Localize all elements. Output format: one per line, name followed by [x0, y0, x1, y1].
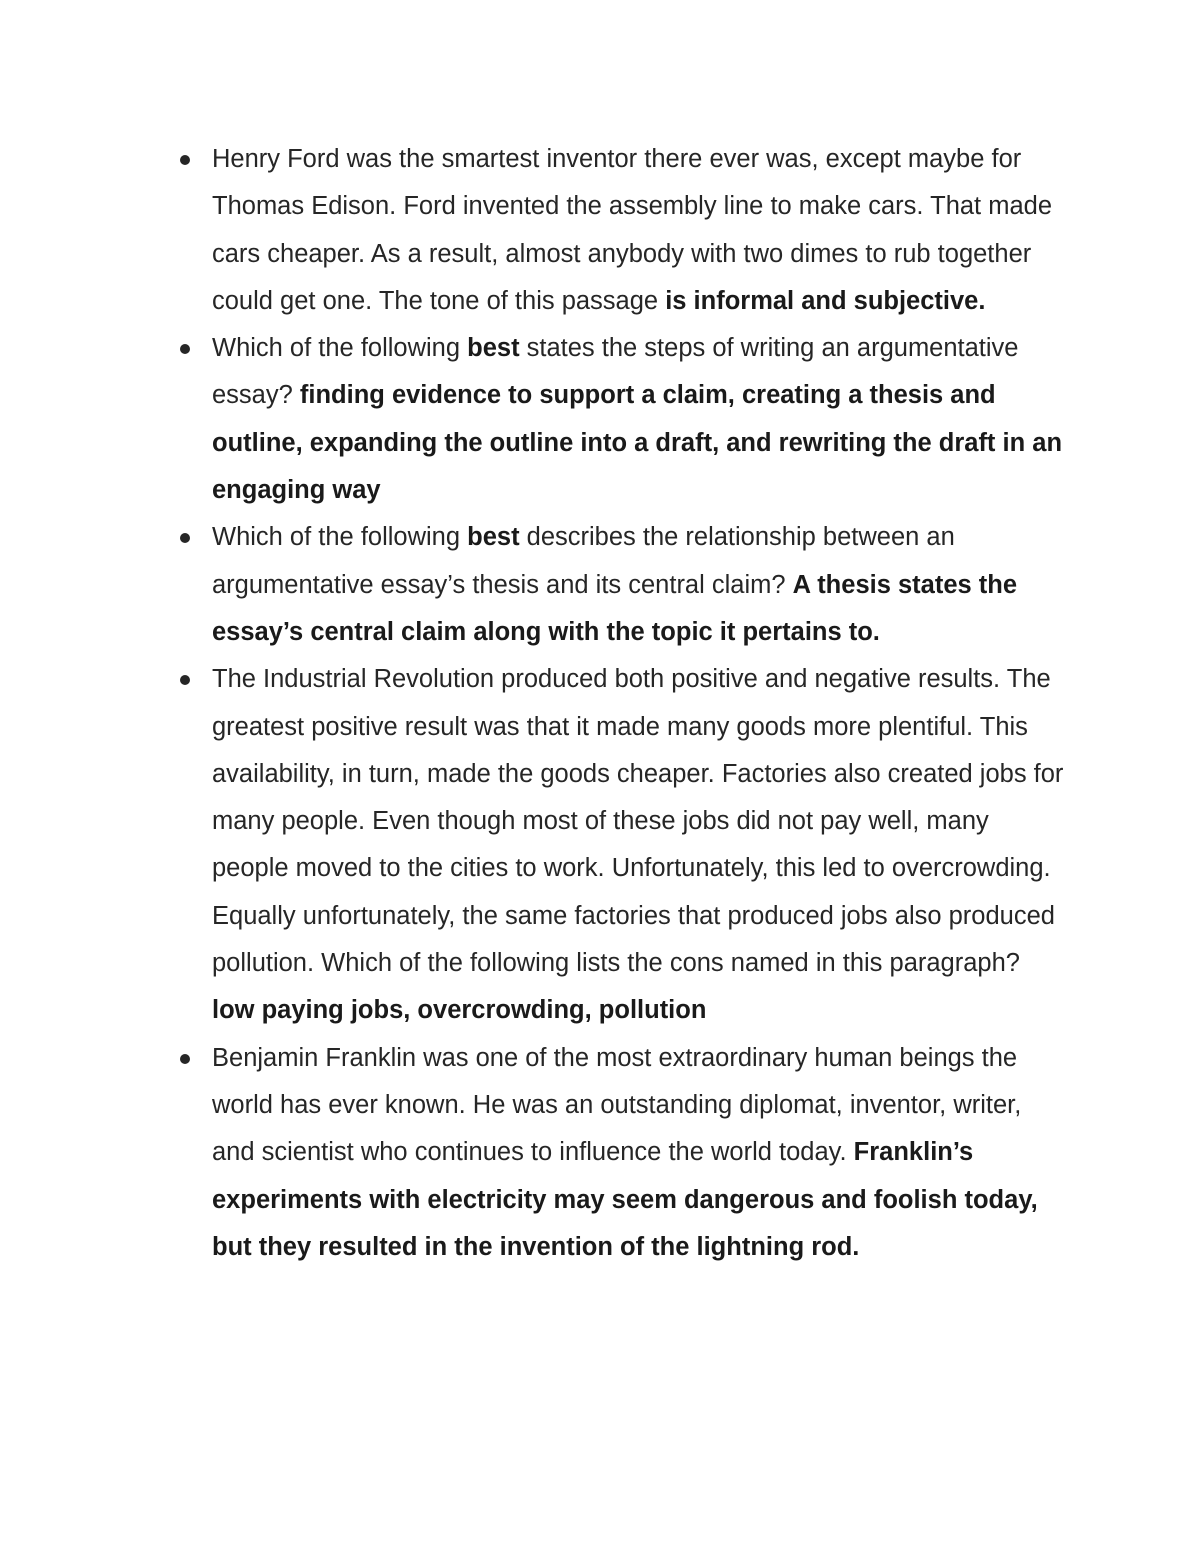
answer-text: low paying jobs, overcrowding, pollution: [212, 996, 707, 1025]
question-text: Henry Ford was the smartest inventor there ever was, except maybe for Thomas Edison. Ford invented the assembly line to make cars. That made cars cheaper. As a result, almost anybody with two dimes to rub together could get one. The tone of this passage: [212, 145, 1053, 315]
item-text: [212, 145, 1052, 315]
question-text: Which of the following: [212, 523, 468, 552]
question-text: describes the relationship between an argumentative essay’s thesis and its central claim?: [212, 523, 955, 599]
item-text: [212, 334, 1062, 504]
emphasis-text: best: [467, 523, 520, 552]
item-text: [212, 665, 1063, 1024]
question-text: The Industrial Revolution produced both positive and negative results. The greatest positive result was that it made many goods more plentiful. This availability, in turn, made the goods cheaper. Factories also created jobs for many people. Even though most of these jobs did not pay well, many people moved to the cities to work. Unfortunately, this led to overcrowding. Equally unfortunately, the same factories that produced jobs also produced pollution. Which of the following lists the cons named in this paragraph?: [212, 665, 1064, 978]
bullet-icon: [180, 533, 190, 543]
answer-text: Franklin’s experiments with electricity may seem dangerous and foolish today, but they resulted in the invention of the lightning rod.: [212, 1138, 1038, 1261]
answer-text: A thesis states the essay’s central claim along with the topic it pertains to.: [212, 570, 1018, 646]
bullet-icon: [180, 155, 190, 165]
bullet-icon: [180, 344, 190, 354]
list-item: [212, 325, 1068, 514]
question-text: states the steps of writing an argumentative essay?: [212, 334, 1019, 410]
answer-text: finding evidence to support a claim, creating a thesis and outline, expanding the outline into a draft, and rewriting the draft in an engaging way: [212, 381, 1063, 505]
bullet-icon: [180, 675, 190, 685]
list-item: [212, 1035, 1068, 1271]
answer-text: is informal and subjective.: [665, 286, 986, 315]
item-text: [212, 1044, 1038, 1261]
question-text: Which of the following: [212, 334, 468, 363]
emphasis-text: best: [467, 334, 520, 363]
bullet-icon: [180, 1054, 190, 1064]
question-list: [212, 136, 1068, 1271]
item-text: [212, 523, 1017, 646]
list-item: [212, 656, 1068, 1034]
list-item: [212, 136, 1068, 325]
list-item: [212, 514, 1068, 656]
question-text: Benjamin Franklin was one of the most extraordinary human beings the world has ever known. He was an outstanding diplomat, inventor, writer, and scientist who continues to influence the world today.: [212, 1043, 1022, 1167]
